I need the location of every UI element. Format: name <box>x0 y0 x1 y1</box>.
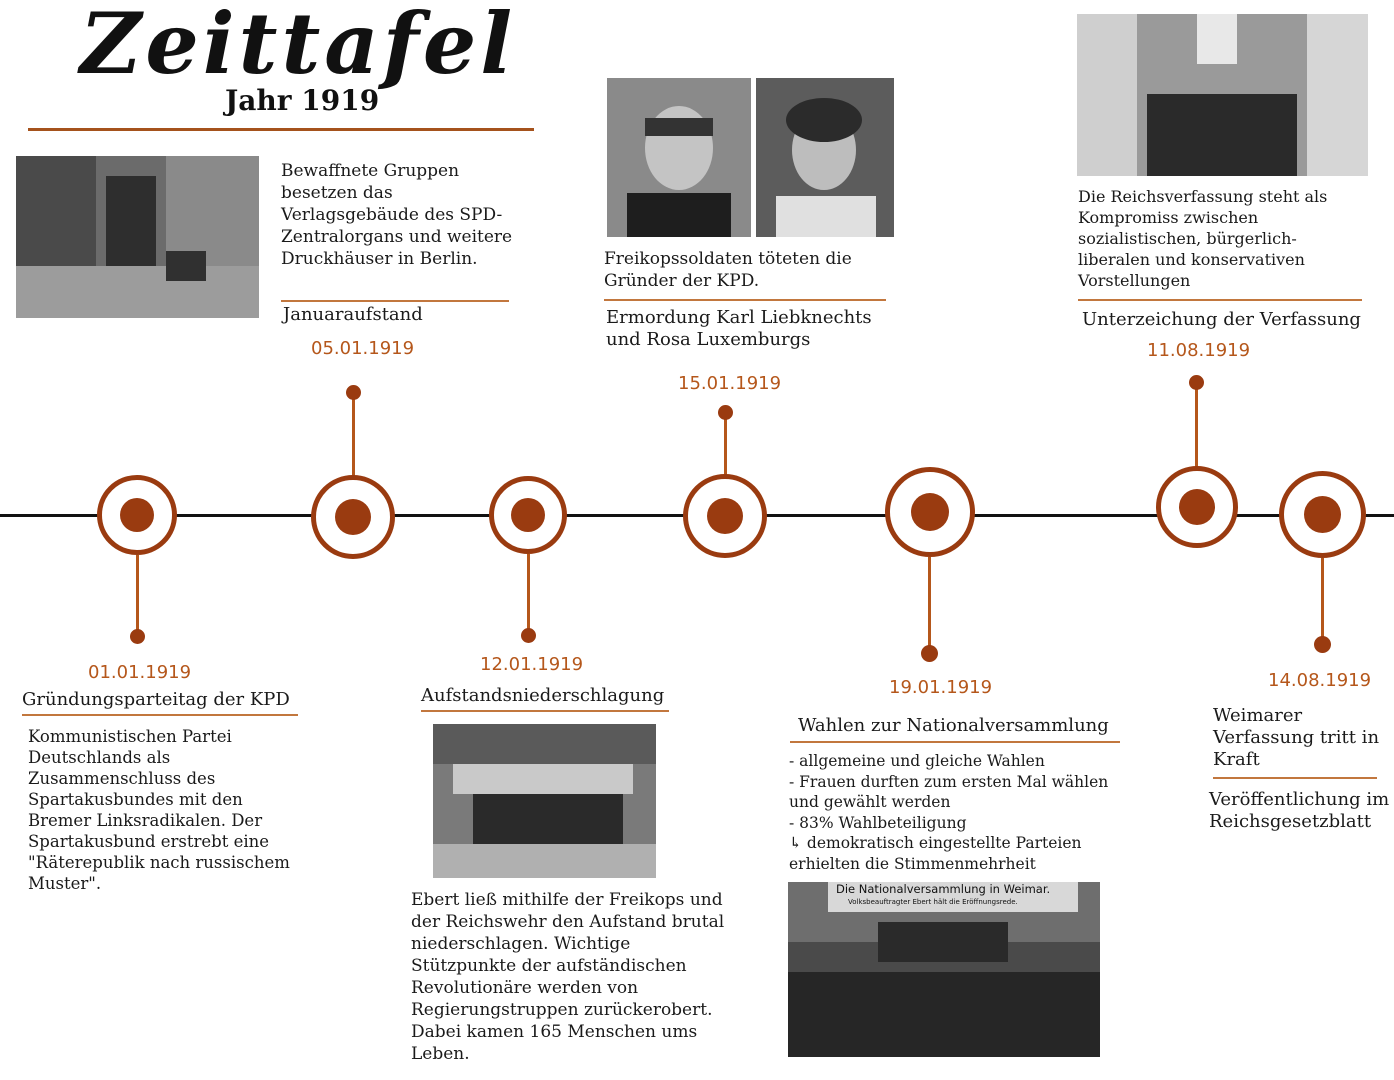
marker-stem <box>136 555 139 635</box>
divider <box>22 714 298 716</box>
marker-cap <box>346 385 361 400</box>
photo-nationalversammlung <box>788 882 1100 1057</box>
photo-liebknecht <box>607 78 751 237</box>
event-date: 19.01.1919 <box>889 677 993 698</box>
event-list <box>789 751 1134 874</box>
divider <box>790 741 1120 743</box>
divider <box>1213 777 1377 779</box>
marker-cap <box>1189 375 1204 390</box>
event-text: Veröffentlichung im Reichsgesetzblatt <box>1209 789 1390 832</box>
divider <box>421 710 669 712</box>
event-heading: Ermordung Karl Liebknechts und Rosa Luxemburgs <box>606 307 872 350</box>
marker-stem <box>928 557 931 652</box>
marker-stem <box>724 414 727 476</box>
marker-cap <box>521 628 536 643</box>
event-text: Ebert ließ mithilfe der Freikops und der Reichswehr den Aufstand brutal niederschlagen. Wichtige Stützpunkte der aufständischen Revolutionäre werden von Regierungstruppen zurückerobert. Dabei kamen 165 Menschen ums Leben. <box>411 890 725 1064</box>
event-date: 11.08.1919 <box>1147 340 1251 361</box>
list-item: ↳ demokratisch eingestellte Parteien erhielten die Stimmenmehrheit <box>789 834 1082 873</box>
marker-cap <box>1314 636 1331 653</box>
event-text: Kommunistischen Partei Deutschlands als Zusammenschluss des Spartakusbundes mit den Bremer Linksradikalen. Der Spartakusbund erstrebt eine "Räterepublik nach russischem Muster". <box>28 727 290 893</box>
marker-dot <box>335 499 371 535</box>
page-title: Zeittafel <box>80 0 517 93</box>
event-text: Bewaffnete Gruppen besetzen das Verlagsgebäude des SPD-Zentralorgans und weitere Druckhäuser in Berlin. <box>281 161 513 269</box>
event-date: 14.08.1919 <box>1268 670 1372 691</box>
event-text: Die Reichsverfassung steht als Kompromiss zwischen sozialistischen, bürgerlich-liberalen und konservativen Vorstellungen <box>1078 187 1328 290</box>
event-heading: Wahlen zur Nationalversammlung <box>798 715 1109 736</box>
event-date: 12.01.1919 <box>480 654 584 675</box>
photo-street-fighting <box>16 156 259 318</box>
marker-dot <box>511 498 545 532</box>
divider <box>281 300 509 302</box>
photo-subcaption: Volksbeauftragter Ebert hält die Eröffnungsrede. <box>848 898 1018 906</box>
marker-dot <box>707 498 743 534</box>
event-heading: Januaraufstand <box>283 304 423 325</box>
marker-cap <box>921 645 938 662</box>
photo-caption: Die Nationalversammlung in Weimar. <box>836 882 1051 896</box>
marker-stem <box>1321 558 1324 640</box>
photo-barricade <box>433 724 656 878</box>
list-item: - 83% Wahlbeteiligung <box>789 813 967 832</box>
marker-cap <box>130 629 145 644</box>
list-item: - allgemeine und gleiche Wahlen <box>789 752 1045 770</box>
marker-dot <box>1179 489 1215 525</box>
marker-stem <box>352 393 355 477</box>
marker-dot <box>911 493 949 531</box>
event-heading: Weimarer Verfassung tritt in Kraft <box>1213 705 1380 770</box>
marker-dot <box>1304 496 1341 533</box>
marker-stem <box>1195 384 1198 468</box>
divider <box>1078 299 1362 301</box>
marker-dot <box>120 498 154 532</box>
page-subtitle: Jahr 1919 <box>225 84 380 117</box>
event-heading: Aufstandsniederschlagung <box>421 685 665 706</box>
photo-signing <box>1077 14 1368 176</box>
divider <box>604 299 886 301</box>
marker-cap <box>718 405 733 420</box>
event-text: Freikopssoldaten töteten die Gründer der KPD. <box>604 249 852 291</box>
event-heading: Unterzeichung der Verfassung <box>1082 309 1361 330</box>
title-divider <box>28 128 534 131</box>
event-heading: Gründungsparteitag der KPD <box>22 689 290 710</box>
event-date: 05.01.1919 <box>311 338 415 359</box>
event-date: 15.01.1919 <box>678 373 782 394</box>
list-item: - Frauen durften zum ersten Mal wählen und gewählt werden <box>789 772 1109 811</box>
event-date: 01.01.1919 <box>88 662 192 683</box>
photo-luxemburg <box>756 78 894 237</box>
marker-stem <box>527 554 530 632</box>
